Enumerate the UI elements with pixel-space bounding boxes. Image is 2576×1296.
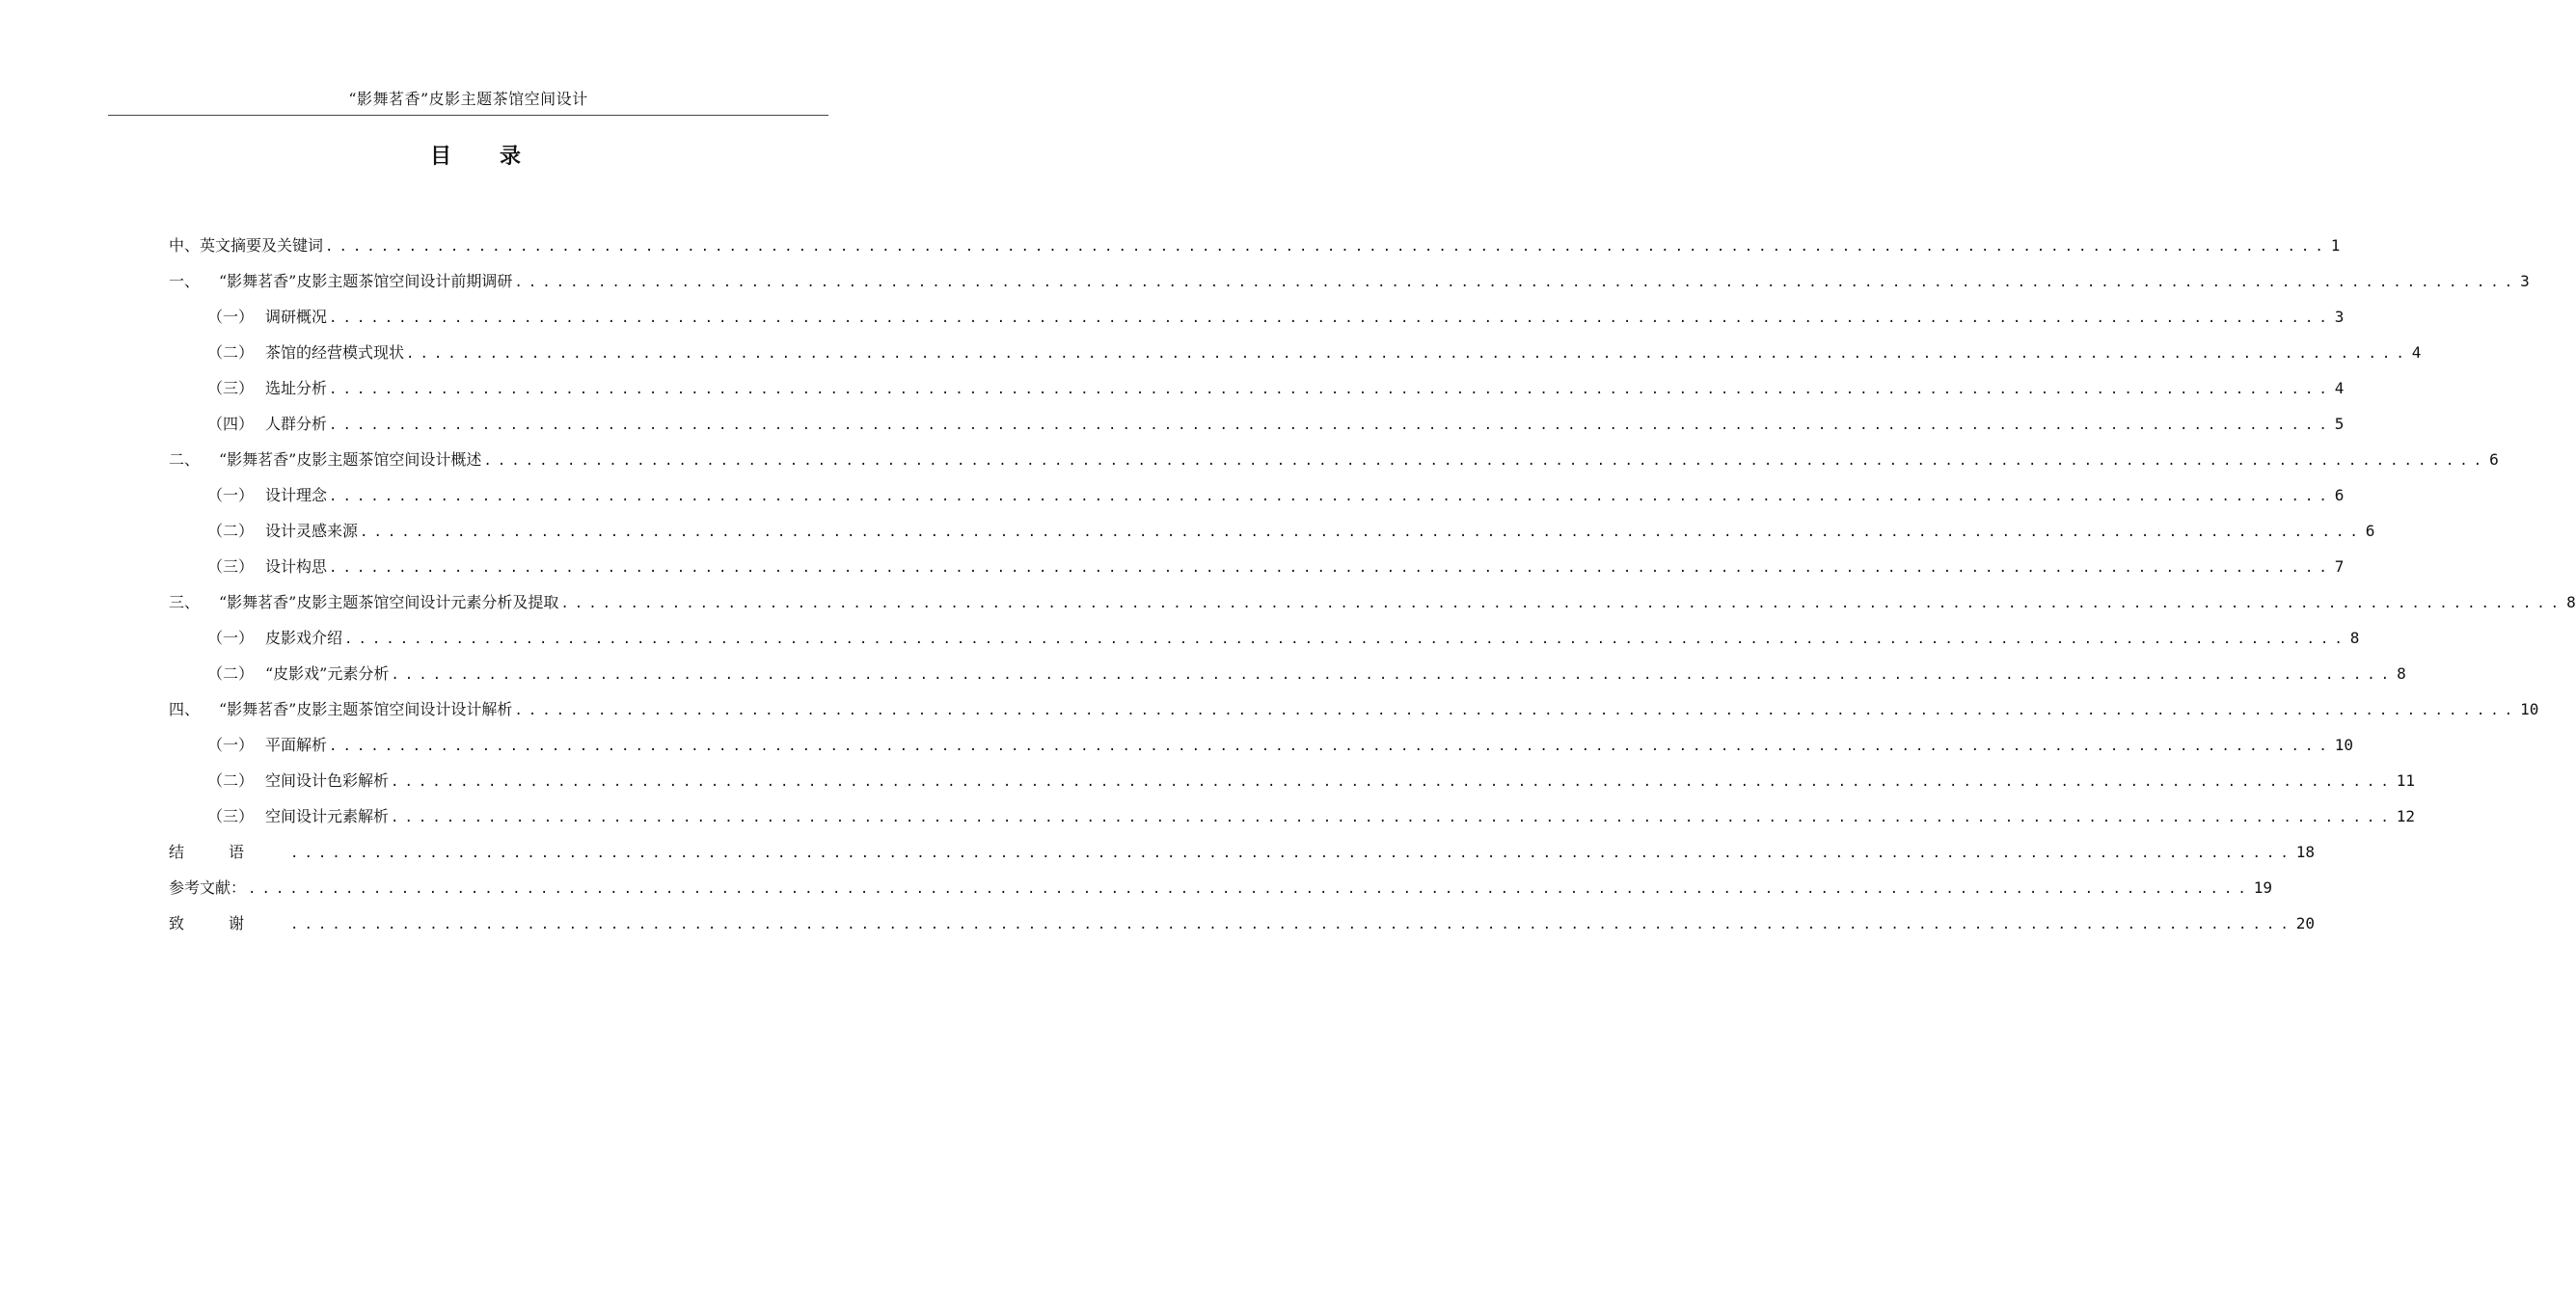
toc-page-number: 20 bbox=[2295, 914, 2316, 932]
toc-dot-leader: ................................................................................................................................................ bbox=[329, 560, 2333, 576]
toc-entry-title: 设计理念 bbox=[265, 486, 328, 504]
toc-dot-leader: ................................................................................................................................................ bbox=[290, 846, 2294, 861]
toc-dot-leader: ................................................................................................................................................ bbox=[329, 739, 2333, 754]
toc-entry[interactable] bbox=[169, 299, 2345, 335]
toc-page-number: 3 bbox=[2334, 308, 2345, 326]
toc-page-number: 10 bbox=[2334, 736, 2354, 754]
toc-dot-leader: ................................................................................................................................................ bbox=[344, 632, 2348, 647]
toc-entry[interactable] bbox=[169, 263, 2530, 299]
toc-entry-number: 四、 bbox=[169, 700, 201, 718]
toc-entry-title: “皮影戏”元素分析 bbox=[265, 664, 390, 683]
toc-entry[interactable] bbox=[169, 335, 2422, 370]
toc-page-number: 5 bbox=[2334, 415, 2345, 433]
toc-entry-number: （三） bbox=[207, 379, 255, 397]
toc-entry[interactable] bbox=[169, 656, 2406, 691]
toc-entry-number: （一） bbox=[207, 629, 255, 647]
toc-dot-leader: ................................................................................................................................................ bbox=[391, 774, 2395, 790]
toc-entry-title: “影舞茗香”皮影主题茶馆空间设计设计解析 bbox=[219, 700, 513, 718]
toc-page-number: 4 bbox=[2411, 343, 2422, 362]
toc-entry-number: （一） bbox=[207, 486, 255, 504]
toc-dot-leader: ................................................................................................................................................ bbox=[329, 418, 2333, 433]
toc-entry[interactable] bbox=[169, 905, 2316, 941]
toc-page-number: 8 bbox=[2397, 664, 2406, 683]
toc-entry[interactable] bbox=[169, 442, 2499, 477]
toc-entry-title: 人群分析 bbox=[265, 415, 328, 433]
toc-page-number: 11 bbox=[2396, 771, 2416, 790]
toc-dot-leader: ................................................................................................................................................ bbox=[329, 382, 2333, 397]
toc-entry-number: 三、 bbox=[169, 593, 201, 611]
toc-entry-title: 设计灵感来源 bbox=[265, 522, 359, 540]
toc-page-number: 6 bbox=[2365, 522, 2375, 540]
toc-entry-number: 二、 bbox=[169, 450, 201, 469]
toc-entry[interactable] bbox=[169, 763, 2416, 798]
toc-dot-leader: ................................................................................................................................................ bbox=[483, 453, 2488, 469]
toc-entry[interactable] bbox=[169, 370, 2345, 406]
toc-dot-leader: ................................................................................................................................................ bbox=[325, 239, 2329, 255]
toc-entry-title: 调研概况 bbox=[265, 308, 328, 326]
toc-page-number: 18 bbox=[2295, 843, 2316, 861]
toc-entry-number: （一） bbox=[207, 736, 255, 754]
toc-entry-number: （二） bbox=[207, 771, 255, 790]
toc-entry-title: “影舞茗香”皮影主题茶馆空间设计概述 bbox=[219, 450, 482, 469]
toc-entry-number: （一） bbox=[207, 308, 255, 326]
toc-entry-number: （三） bbox=[207, 807, 255, 825]
toc-page-number: 6 bbox=[2334, 486, 2345, 504]
toc-entry[interactable] bbox=[169, 870, 2273, 905]
toc-entry[interactable] bbox=[169, 228, 2341, 263]
toc-entry-title: 中、英文摘要及关键词 bbox=[169, 236, 324, 255]
toc-dot-leader: ................................................................................................................................................ bbox=[248, 881, 2252, 897]
toc-entry-title: 致谢 bbox=[169, 914, 289, 932]
toc-entry-title: “影舞茗香”皮影主题茶馆空间设计元素分析及提取 bbox=[219, 593, 559, 611]
toc-entry-title: 选址分析 bbox=[265, 379, 328, 397]
toc-entry-number: （四） bbox=[207, 415, 255, 433]
toc-entry-title: 空间设计元素解析 bbox=[265, 807, 390, 825]
toc-entry-title: 设计构思 bbox=[265, 557, 328, 576]
toc-entry[interactable] bbox=[169, 513, 2375, 549]
toc-entry-title: 茶馆的经营模式现状 bbox=[265, 343, 405, 362]
toc-entry-title: “影舞茗香”皮影主题茶馆空间设计前期调研 bbox=[219, 272, 513, 290]
toc-page-number: 3 bbox=[2520, 272, 2530, 290]
toc-entry[interactable] bbox=[169, 584, 2576, 620]
toc-dot-leader: ................................................................................................................................................ bbox=[391, 667, 2396, 683]
toc-entry[interactable] bbox=[169, 406, 2345, 442]
toc-page-number: 7 bbox=[2334, 557, 2345, 576]
toc-entry-number: （三） bbox=[207, 557, 255, 576]
toc-dot-leader: ................................................................................................................................................ bbox=[560, 596, 2565, 611]
toc-page-number: 12 bbox=[2396, 807, 2416, 825]
table-of-contents bbox=[169, 228, 2576, 941]
toc-dot-leader: ................................................................................................................................................ bbox=[329, 489, 2333, 504]
toc-entry-title: 参考文献： bbox=[169, 878, 247, 897]
toc-entry[interactable] bbox=[169, 477, 2345, 513]
toc-entry-number: （二） bbox=[207, 664, 255, 683]
running-title: “影舞茗香”皮影主题茶馆空间设计 bbox=[348, 90, 588, 108]
toc-dot-leader: ................................................................................................................................................ bbox=[290, 917, 2294, 932]
toc-dot-leader: ................................................................................................................................................ bbox=[514, 703, 2519, 718]
toc-entry-number: （二） bbox=[207, 343, 255, 362]
toc-entry[interactable] bbox=[169, 620, 2360, 656]
toc-entry[interactable] bbox=[169, 549, 2345, 584]
toc-entry[interactable] bbox=[169, 727, 2354, 763]
toc-entry[interactable] bbox=[169, 691, 2539, 727]
toc-page-number: 6 bbox=[2489, 450, 2499, 469]
toc-page-number: 1 bbox=[2330, 236, 2341, 255]
toc-entry-title: 结语 bbox=[169, 843, 289, 861]
toc-page-number: 8 bbox=[2349, 629, 2360, 647]
toc-page-number: 19 bbox=[2253, 878, 2273, 897]
toc-entry[interactable] bbox=[169, 834, 2316, 870]
toc-dot-leader: ................................................................................................................................................ bbox=[514, 275, 2519, 290]
toc-entry-number: 一、 bbox=[169, 272, 201, 290]
toc-dot-leader: ................................................................................................................................................ bbox=[406, 346, 2410, 362]
toc-dot-leader: ................................................................................................................................................ bbox=[360, 525, 2364, 540]
toc-dot-leader: ................................................................................................................................................ bbox=[329, 310, 2333, 326]
toc-page-number: 10 bbox=[2520, 700, 2539, 718]
toc-title: 目录 bbox=[429, 144, 569, 169]
toc-page-number: 8 bbox=[2566, 593, 2576, 611]
toc-dot-leader: ................................................................................................................................................ bbox=[391, 810, 2395, 825]
toc-entry-number: （二） bbox=[207, 522, 255, 540]
toc-entry-title: 皮影戏介绍 bbox=[265, 629, 343, 647]
toc-entry[interactable] bbox=[169, 798, 2416, 834]
toc-entry-title: 空间设计色彩解析 bbox=[265, 771, 390, 790]
toc-entry-title: 平面解析 bbox=[265, 736, 328, 754]
page-header bbox=[108, 89, 828, 116]
toc-page-number: 4 bbox=[2334, 379, 2345, 397]
